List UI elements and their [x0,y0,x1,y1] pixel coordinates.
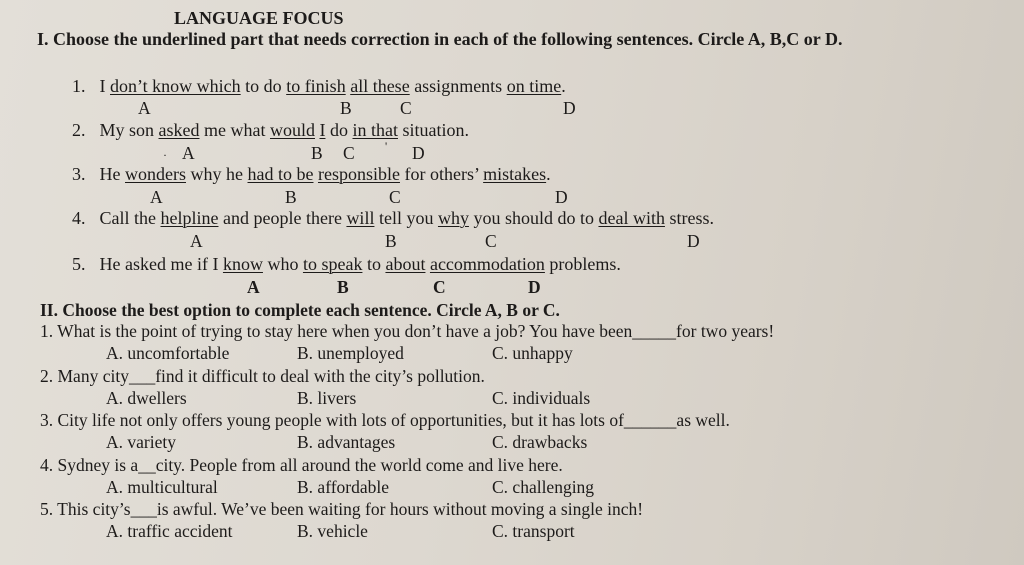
item-number: 4. [72,208,86,228]
option-letter-b: B [340,98,352,118]
sentence-text: you should do to [468,208,599,228]
underlined-part-c: I [319,120,326,140]
option-letter-d: D [555,187,568,207]
option-letter-d: D [528,277,541,297]
option-letter-c: C [485,231,497,251]
s2-q5-option-c: C. transport [492,521,575,541]
s2-question-4: 4. Sydney is a__city. People from all around the world come and live here. [40,455,563,475]
s2-question-5: 5. This city’s___is awful. We’ve been waiting for hours without moving a single inch! [40,499,644,519]
item-number: 1. [72,76,86,96]
s2-q1-option-c: C. unhappy [492,343,573,363]
underlined-part-b: will [346,208,375,228]
sentence-text: I [99,76,110,96]
underlined-part-c: responsible [317,164,400,184]
s2-q2-option-a: A. dwellers [106,388,187,408]
option-letter-c: C [343,143,355,163]
underlined-part-c: all these [350,76,410,96]
sentence-text: tell you [374,208,438,228]
s2-q2-option-c: C. individuals [492,388,591,408]
sentence-text: . [561,76,566,96]
sentence-text: He asked me if I [99,254,223,274]
underlined-part-a: helpline [160,208,219,228]
sentence-text: stress. [664,208,714,228]
s2-q5-option-b: B. vehicle [297,521,368,541]
underlined-part-b: to speak [302,254,363,274]
underlined-part-d: mistakes [483,164,547,184]
stray-dot: · [163,148,167,162]
sentence-text: and people there [218,208,347,228]
s2-q4-option-a: A. multicultural [106,477,218,497]
stray-mark: ' [385,139,388,153]
underlined-part-d: accommodation [429,254,545,274]
page-title: LANGUAGE FOCUS [174,8,344,28]
sentence-text: assignments [409,76,507,96]
s2-q1-option-a: A. uncomfortable [106,343,230,363]
option-letter-d: D [687,231,700,251]
s2-question-3: 3. City life not only offers young people with lots of opportunities, but it has lots of______as well. [40,410,730,430]
item-number: 3. [72,164,86,184]
s2-q3-option-a: A. variety [106,432,176,452]
option-letter-d: D [563,98,576,118]
sentence-text: Call the [99,208,161,228]
s1-sentence-1 [72,76,566,97]
underlined-part-b: would [269,120,315,140]
option-letter-a: A [190,231,203,251]
sentence-text: to [362,254,386,274]
s1-sentence-4 [72,208,714,229]
sentence-text: My son [99,120,159,140]
underlined-part-a: don’t know which [110,76,241,96]
s2-question-2: 2. Many city___find it difficult to deal with the city’s pollution. [40,366,485,386]
section-2-instruction: II. Choose the best option to complete each sentence. Circle A, B or C. [40,300,560,320]
sentence-text: for others’ [399,164,484,184]
sentence-text: do [325,120,353,140]
s1-sentence-5 [72,254,621,275]
s2-q3-option-b: B. advantages [297,432,396,452]
section-1-instruction: I. Choose the underlined part that needs correction in each of the following sentences. Circle A, B,C or D. [37,29,843,49]
item-number: 2. [72,120,86,140]
option-letter-b: B [385,231,397,251]
s2-q3-option-c: C. drawbacks [492,432,588,452]
sentence-text: problems. [544,254,621,274]
s2-question-1: 1. What is the point of trying to stay here when you don’t have a job? You have been_____for two years! [40,321,775,341]
option-letter-b: B [311,143,323,163]
option-letter-c: C [433,277,446,297]
s2-q1-option-b: B. unemployed [297,343,404,363]
underlined-part-a: know [222,254,263,274]
option-letter-a: A [247,277,260,297]
sentence-text: He [99,164,125,184]
s1-sentence-2 [72,120,469,141]
sentence-text: me what [199,120,270,140]
sentence-text: situation. [397,120,469,140]
item-number: 5. [72,254,86,274]
underlined-part-b: to finish [286,76,346,96]
underlined-part-d: in that [352,120,398,140]
option-letter-b: B [337,277,349,297]
s2-q2-option-b: B. livers [297,388,357,408]
underlined-part-c: why [437,208,469,228]
sentence-text: why he [186,164,248,184]
underlined-part-d: on time [506,76,562,96]
s2-q4-option-c: C. challenging [492,477,595,497]
s2-q5-option-a: A. traffic accident [106,521,233,541]
underlined-part-c: about [385,254,426,274]
option-letter-a: A [182,143,195,163]
sentence-text: . [546,164,551,184]
option-letter-b: B [285,187,297,207]
underlined-part-a: asked [158,120,200,140]
option-letter-d: D [412,143,425,163]
underlined-part-a: wonders [125,164,186,184]
underlined-part-d: deal with [598,208,665,228]
s2-q4-option-b: B. affordable [297,477,390,497]
sentence-text: who [262,254,303,274]
option-letter-c: C [400,98,412,118]
s1-sentence-3 [72,164,551,185]
option-letter-a: A [138,98,151,118]
underlined-part-b: had to be [247,164,314,184]
sentence-text: to do [240,76,287,96]
option-letter-a: A [150,187,163,207]
option-letter-c: C [389,187,401,207]
